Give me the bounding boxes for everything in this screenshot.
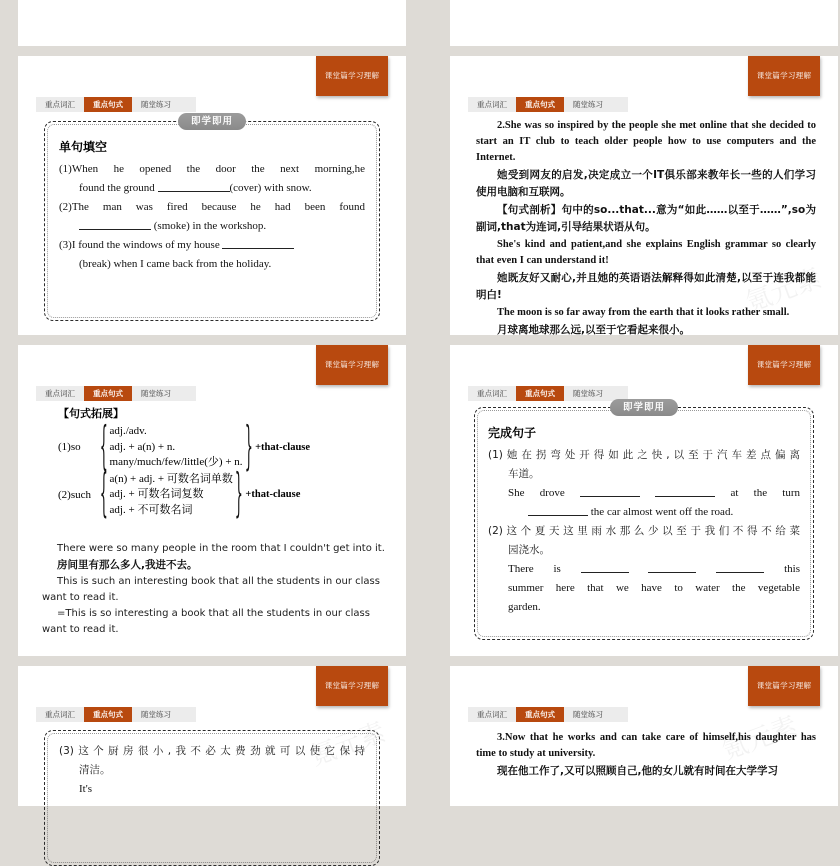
watermark: 氪元素: [718, 711, 802, 767]
note-body: [476, 730, 816, 781]
diagram-item: adj./adv.: [109, 425, 147, 437]
right-brace-icon: }: [234, 462, 243, 524]
tab-key-sentence-patterns[interactable]: 重点句式: [516, 97, 564, 112]
slide-thumbnail-6[interactable]: [450, 666, 838, 806]
slide-thumbnail-5[interactable]: [18, 666, 406, 806]
ribbon-label: 即学即用: [610, 399, 678, 416]
question-3-line-1: [59, 237, 365, 254]
tab-classroom-exercises[interactable]: 随堂练习: [141, 100, 171, 109]
corner-badge: 课堂篇学习理解: [316, 666, 388, 706]
slide-thumbnail-3[interactable]: [18, 345, 406, 656]
diagram-row-tail: +that-clause: [245, 489, 301, 501]
diagram-row-label: (2)such: [58, 488, 91, 501]
example-3-en: =This is so interesting a book that all the students in our class want to read it.: [42, 608, 370, 635]
example-1-en: There were so many people in the room that I couldn't get into it.: [57, 543, 385, 554]
tab-key-sentence-patterns[interactable]: 重点句式: [84, 707, 132, 722]
tab-strip: [468, 386, 628, 401]
exercise-box: [474, 402, 814, 640]
answer-blank[interactable]: [716, 562, 764, 573]
tab-strip: [468, 707, 628, 722]
ribbon-label: 即学即用: [178, 113, 246, 130]
corner-badge: 课堂篇学习理解: [748, 666, 820, 706]
question-2-en-line-1: [488, 561, 800, 578]
exercise-heading: 单句填空: [59, 140, 108, 154]
tab-key-vocabulary[interactable]: 重点词汇: [477, 389, 507, 398]
question-1-en-text-c: the car almost went off the road.: [590, 506, 734, 518]
tab-key-vocabulary[interactable]: 重点词汇: [45, 710, 75, 719]
answer-blank[interactable]: [581, 562, 629, 573]
answer-blank[interactable]: [655, 486, 715, 497]
sentence-pattern-diagram: [58, 405, 386, 524]
note-body: [476, 118, 816, 340]
tab-key-vocabulary[interactable]: 重点词汇: [477, 100, 507, 109]
corner-badge: 课堂篇学习理解: [748, 56, 820, 96]
example-2-en: This is such an interesting book that all the students in our class want to read it.: [42, 576, 380, 603]
question-2-cn-line-1: (2)这个夏天这里雨水那么少以至于我们不得不给菜: [488, 525, 800, 537]
example-sentence-3-cn: 她既友好又耐心,并且她的英语语法解释得如此清楚,以至于连我都能明白!: [476, 272, 816, 301]
slide-thumbnail-1[interactable]: [18, 56, 406, 335]
question-2-text: (smoke) in the workshop.: [153, 220, 267, 232]
example-block: [42, 541, 386, 638]
tab-strip: [36, 386, 196, 401]
question-1-line-1: (1)When he opened the door the next morning,he: [59, 163, 365, 175]
tab-key-sentence-patterns[interactable]: 重点句式: [84, 97, 132, 112]
right-brace-icon: }: [244, 414, 253, 477]
diagram-row-tail: +that-clause: [255, 441, 311, 453]
diagram-item: adj. + a(n) + n.: [109, 440, 176, 453]
example-sentence-4-en: The moon is so far away from the earth that it looks rather small.: [497, 307, 790, 318]
example-sentence-4-cn: 月球离地球那么远,以至于它看起来很小。: [497, 324, 690, 336]
slide-thumbnail-2[interactable]: [450, 56, 838, 335]
exercise-heading: 完成句子: [488, 426, 537, 440]
example-1-cn: 房间里有那么多人,我进不去。: [57, 559, 198, 571]
question-2-line-2: [59, 218, 365, 235]
sentence-analysis-note: 【句式剖析】句中的so...that...意为“如此……以至于……”,so为副词,that为连词,引导结果状语从句。: [476, 204, 816, 233]
diagram-item: many/much/few/little(少) + n.: [109, 456, 243, 468]
tab-classroom-exercises[interactable]: 随堂练习: [573, 389, 603, 398]
question-1-cn-line-2: 车道。: [508, 468, 540, 480]
example-sentence-5-en: 3.Now that he works and can take care of himself,his daughter has time to study at university.: [476, 732, 816, 759]
question-1-en-text-b: at the turn: [730, 487, 801, 499]
question-3-cn-line-1: (3)这个厨房很小,我不必太费劲就可以使它保持: [59, 745, 365, 757]
slide-thumbnail-4[interactable]: [450, 345, 838, 656]
tab-key-sentence-patterns[interactable]: 重点句式: [516, 386, 564, 401]
tab-classroom-exercises[interactable]: 随堂练习: [141, 710, 171, 719]
example-sentence-2-cn: 她受到网友的启发,决定成立一个IT俱乐部来教年长一些的人们学习使用电脑和互联网。: [476, 169, 816, 198]
left-brace-icon: {: [99, 414, 108, 477]
tab-strip: [36, 97, 196, 112]
tab-key-vocabulary[interactable]: 重点词汇: [45, 389, 75, 398]
question-2-en-line-2: summer here that we have to water the vegetable: [508, 582, 800, 594]
question-1-en-text-a: She drove: [508, 487, 565, 499]
question-1-en-line-1: [488, 485, 800, 502]
corner-badge: 课堂篇学习理解: [748, 345, 820, 385]
tab-strip: [36, 707, 196, 722]
question-2-line-1: (2)The man was fired because he had been found: [59, 201, 365, 213]
tab-classroom-exercises[interactable]: 随堂练习: [573, 100, 603, 109]
question-3-text-a: (3)I found the windows of my house: [59, 239, 220, 251]
example-sentence-2-en: 2.She was so inspired by the people she met online that she decided to start an IT club to teach older people how to use computers and the Internet.: [476, 120, 816, 163]
question-1-line-2: [59, 180, 365, 197]
tab-key-sentence-patterns[interactable]: 重点句式: [516, 707, 564, 722]
left-brace-icon: {: [99, 462, 108, 524]
answer-blank[interactable]: [528, 505, 588, 516]
example-sentence-5-cn: 现在他工作了,又可以照顾自己,他的女儿就有时间在大学学习: [497, 765, 778, 777]
example-sentence-3-en: She's kind and patient,and she explains English grammar so clearly that even I can understand it!: [476, 239, 816, 266]
answer-blank[interactable]: [79, 219, 151, 230]
diagram-title: 【句式拓展】: [58, 407, 124, 420]
question-1-en-line-2: [488, 504, 800, 521]
tab-strip: [468, 97, 628, 112]
question-3-en-line-1: It's: [79, 783, 92, 795]
answer-blank[interactable]: [158, 181, 230, 192]
tab-key-vocabulary[interactable]: 重点词汇: [45, 100, 75, 109]
question-1-text-a: found the ground: [79, 182, 155, 194]
question-2-cn-line-2: 园浇水。: [508, 544, 550, 556]
diagram-item: adj. + 不可数名词: [109, 503, 193, 516]
exercise-box: [44, 116, 380, 321]
slide-thumbnail-partial-top-left[interactable]: [18, 0, 406, 46]
watermark: 氪元素: [742, 263, 826, 319]
watermark: 氪元素: [306, 717, 390, 773]
diagram-row-label: (1)so: [58, 441, 81, 454]
question-1-text-b: (cover) with snow.: [229, 182, 312, 194]
corner-badge: 课堂篇学习理解: [316, 56, 388, 96]
question-1-cn-line-1: (1)她在拐弯处开得如此之快,以至于汽车差点偏离: [488, 449, 800, 461]
answer-blank[interactable]: [580, 486, 640, 497]
diagram-item: a(n) + adj. + 可数名词单数: [109, 472, 233, 485]
tab-classroom-exercises[interactable]: 随堂练习: [573, 710, 603, 719]
answer-blank[interactable]: [222, 238, 294, 249]
tab-key-sentence-patterns[interactable]: 重点句式: [84, 386, 132, 401]
question-2-en-text-b: this: [784, 563, 801, 575]
question-2-en-text-a: There is: [508, 563, 561, 575]
question-2-en-line-3: garden.: [508, 601, 541, 613]
answer-blank[interactable]: [648, 562, 696, 573]
exercise-box: [44, 730, 380, 866]
tab-classroom-exercises[interactable]: 随堂练习: [141, 389, 171, 398]
diagram-item: adj. + 可数名词复数: [109, 488, 204, 500]
question-3-cn-line-2: 清洁。: [79, 764, 111, 776]
question-3-line-2: (break) when I came back from the holiday.: [79, 258, 272, 270]
slide-thumbnail-partial-top-right[interactable]: [450, 0, 838, 46]
tab-key-vocabulary[interactable]: 重点词汇: [477, 710, 507, 719]
corner-badge: 课堂篇学习理解: [316, 345, 388, 385]
